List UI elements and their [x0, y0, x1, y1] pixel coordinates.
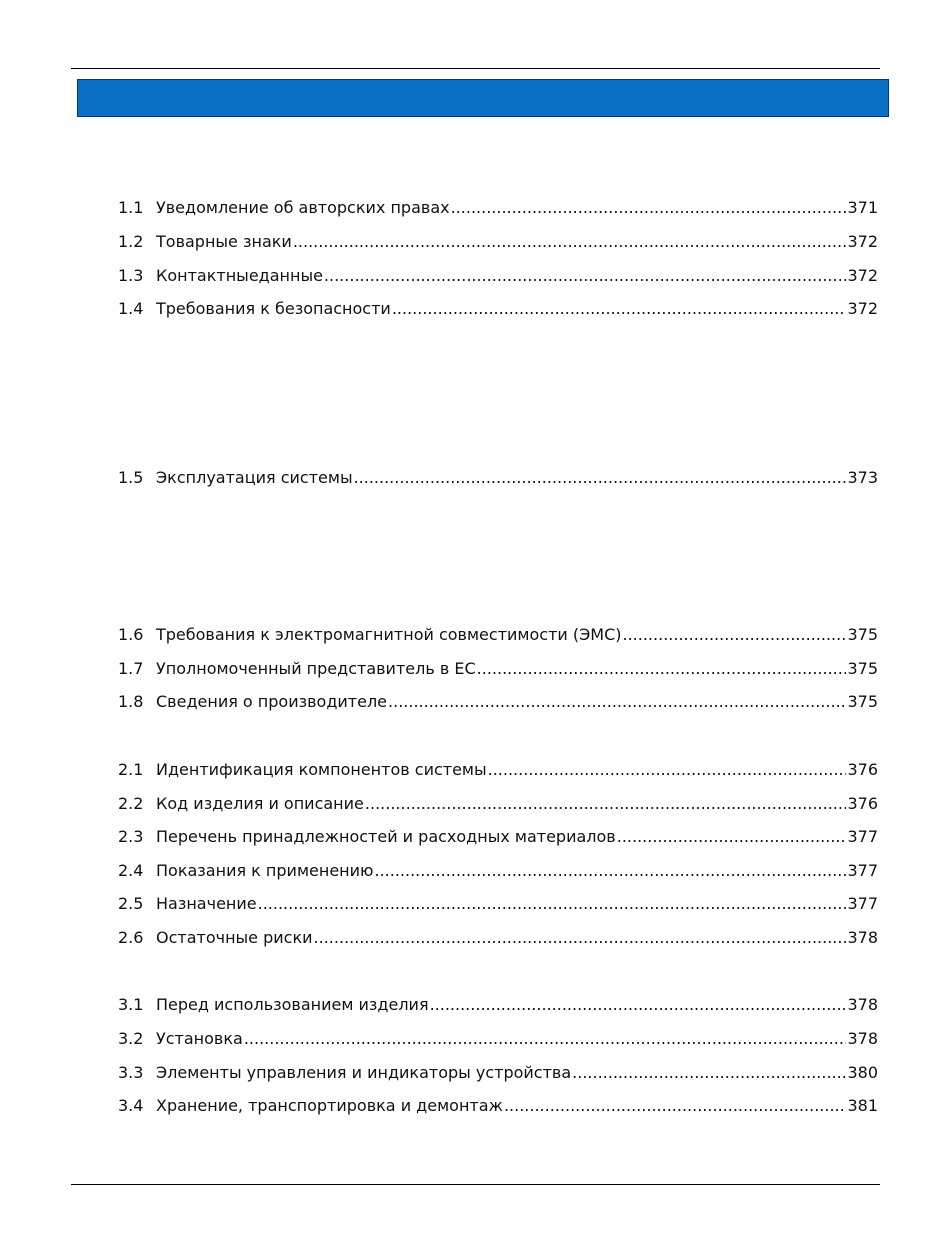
toc-title: Назначение — [156, 894, 257, 913]
toc-page: 372 — [847, 266, 878, 285]
toc-page: 378 — [847, 1029, 878, 1048]
toc-page: 375 — [847, 659, 878, 678]
toc-entry-1-7[interactable] — [118, 657, 878, 681]
toc-page: 375 — [847, 692, 878, 711]
toc-number: 2.4 — [118, 861, 144, 880]
dot-leader — [451, 196, 847, 220]
toc-page: 378 — [847, 995, 878, 1014]
toc-number: 1.2 — [118, 232, 144, 251]
dot-leader — [293, 230, 847, 254]
toc-entry-1-6[interactable] — [118, 623, 878, 647]
toc-entry-1-2[interactable] — [118, 230, 878, 254]
toc-entry-3-2[interactable] — [118, 1027, 878, 1051]
toc-entry-2-2[interactable] — [118, 792, 878, 816]
toc-page: 372 — [847, 299, 878, 318]
toc-page: 371 — [847, 198, 878, 217]
dot-leader — [392, 297, 847, 321]
toc-page: 377 — [847, 894, 878, 913]
dot-leader — [388, 690, 846, 714]
toc-title: Товарные знаки — [156, 232, 292, 251]
toc-title: Элементы управления и индикаторы устройства — [156, 1063, 572, 1082]
toc-title: Уполномоченный представитель в ЕС — [156, 659, 476, 678]
dot-leader — [430, 993, 847, 1017]
toc-title: Уведомление об авторских правах — [156, 198, 450, 217]
dot-leader — [244, 1027, 847, 1051]
toc-number: 1.1 — [118, 198, 144, 217]
dot-leader — [504, 1094, 847, 1118]
toc-page: 377 — [847, 861, 878, 880]
dot-leader — [354, 466, 847, 490]
dot-leader — [488, 758, 847, 782]
toc-entry-3-3[interactable] — [118, 1061, 878, 1085]
toc-page: 375 — [847, 625, 878, 644]
toc-number: 2.1 — [118, 760, 144, 779]
toc-title: Перед использованием изделия — [156, 995, 429, 1014]
dot-leader — [324, 264, 847, 288]
dot-leader — [477, 657, 847, 681]
toc-page: 373 — [847, 468, 878, 487]
toc-entry-2-3[interactable] — [118, 825, 878, 849]
toc-page: 376 — [847, 760, 878, 779]
toc-title: Перечень принадлежностей и расходных материалов — [156, 827, 616, 846]
toc-page: 377 — [847, 827, 878, 846]
toc-number: 1.7 — [118, 659, 144, 678]
header-rule — [71, 68, 880, 69]
toc-title: Эксплуатация системы — [156, 468, 353, 487]
toc-number: 2.5 — [118, 894, 144, 913]
toc-entry-1-5[interactable] — [118, 466, 878, 490]
dot-leader — [623, 623, 847, 647]
toc-number: 2.3 — [118, 827, 144, 846]
toc-number: 2.2 — [118, 794, 144, 813]
toc-page: 376 — [847, 794, 878, 813]
toc-title: Показания к применению — [156, 861, 374, 880]
dot-leader — [314, 926, 847, 950]
toc-entry-2-1[interactable] — [118, 758, 878, 782]
toc-entry-2-5[interactable] — [118, 892, 878, 916]
toc-title: Контактныеданные — [156, 266, 323, 285]
footer-rule — [71, 1184, 880, 1185]
toc-number: 1.4 — [118, 299, 144, 318]
toc-entry-1-4[interactable] — [118, 297, 878, 321]
toc-number: 1.3 — [118, 266, 144, 285]
toc-entry-3-1[interactable] — [118, 993, 878, 1017]
toc-page: 378 — [847, 928, 878, 947]
toc-number: 3.4 — [118, 1096, 144, 1115]
toc-entry-2-6[interactable] — [118, 926, 878, 950]
dot-leader — [365, 792, 847, 816]
toc-entry-3-4[interactable] — [118, 1094, 878, 1118]
toc-entry-1-3[interactable] — [118, 264, 878, 288]
toc-page: 381 — [847, 1096, 878, 1115]
section-banner — [77, 79, 889, 117]
toc-title: Остаточные риски — [156, 928, 313, 947]
toc-entry-1-1[interactable] — [118, 196, 878, 220]
toc-title: Требования к электромагнитной совместимости (ЭМС) — [156, 625, 622, 644]
toc-page: 380 — [847, 1063, 878, 1082]
toc-title: Хранение, транспортировка и демонтаж — [156, 1096, 503, 1115]
toc-title: Требования к безопасности — [156, 299, 391, 318]
toc-number: 3.2 — [118, 1029, 144, 1048]
toc-title: Сведения о производителе — [156, 692, 388, 711]
dot-leader — [617, 825, 847, 849]
toc-title: Установка — [156, 1029, 243, 1048]
toc-entry-2-4[interactable] — [118, 859, 878, 883]
toc-number: 3.1 — [118, 995, 144, 1014]
toc-entry-1-8[interactable] — [118, 690, 878, 714]
toc-number: 2.6 — [118, 928, 144, 947]
toc-title: Код изделия и описание — [156, 794, 364, 813]
toc-number: 1.5 — [118, 468, 144, 487]
toc-page: 372 — [847, 232, 878, 251]
toc-number: 3.3 — [118, 1063, 144, 1082]
toc-number: 1.6 — [118, 625, 144, 644]
dot-leader — [572, 1061, 846, 1085]
toc-number: 1.8 — [118, 692, 144, 711]
toc-title: Идентификация компонентов системы — [156, 760, 487, 779]
dot-leader — [374, 859, 846, 883]
dot-leader — [258, 892, 847, 916]
